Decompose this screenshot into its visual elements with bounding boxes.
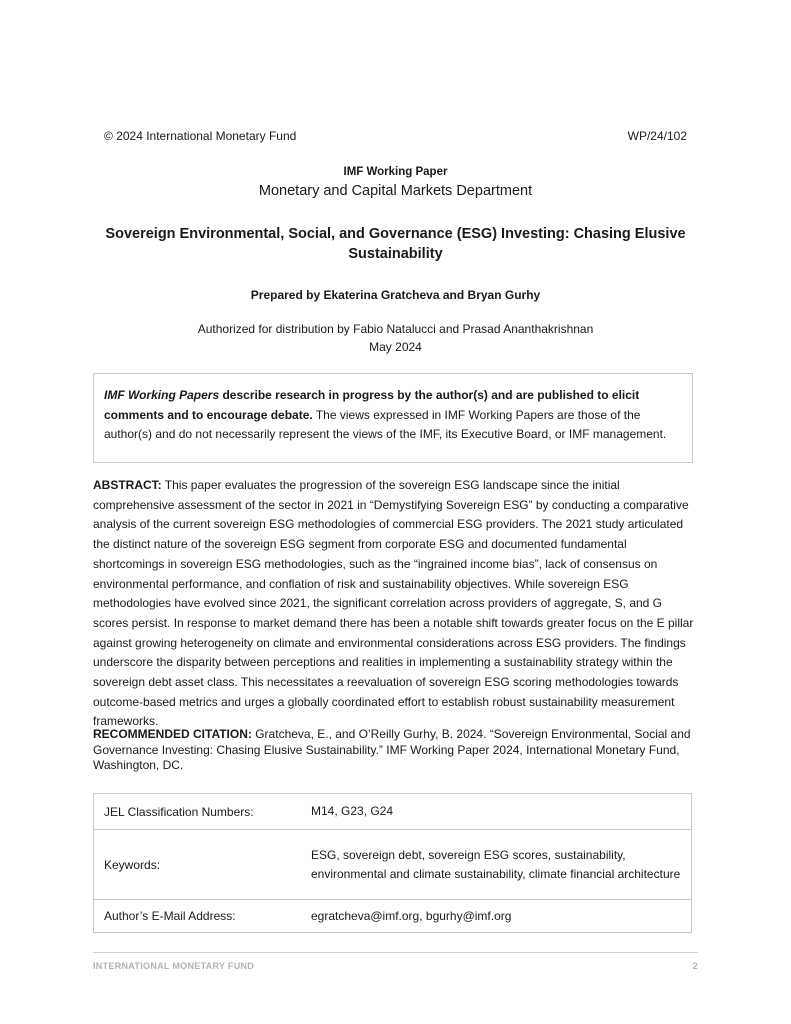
paper-number: WP/24/102 [627,129,687,143]
page-number: 2 [692,961,698,971]
page-footer [93,961,698,971]
notice-series-name: IMF Working Papers [104,388,220,402]
jel-value: M14, G23, G24 [307,794,692,830]
citation-label: RECOMMENDED CITATION: [93,727,252,741]
copyright-text: © 2024 International Monetary Fund [104,129,297,143]
table-row [94,830,692,900]
authorization-block [0,320,791,356]
table-row [94,794,692,830]
abstract-label: ABSTRACT: [93,478,162,492]
publication-date: May 2024 [369,340,422,354]
notice-lead-text: describe research in progress by the author(s) and are published to elicit comments and to encourage debate. [104,388,640,422]
recommended-citation [93,727,698,774]
working-paper-notice [93,373,693,463]
department-name: Monetary and Capital Markets Department [258,183,533,199]
table-row [94,900,692,933]
series-label: IMF Working Paper [343,166,448,178]
classification-table [93,793,692,933]
header-line [104,129,687,143]
email-label: Author’s E-Mail Address: [94,900,308,933]
title-line-2: Sustainability [348,246,443,262]
citation-text: Gratcheva, E., and O’Reilly Gurhy, B. 2024. “Sovereign Environmental, Social and Governance Investing: Chasing Elusive Sustainability.” IMF Working Paper 2024, International Monetary Fund, Washington, DC. [93,727,691,773]
abstract [93,476,698,732]
prepared-by: Prepared by Ekaterina Gratcheva and Bryan Gurhy [250,288,541,302]
title-line-1: Sovereign Environmental, Social, and Governance (ESG) Investing: Chasing Elusive [105,226,686,242]
paper-title [100,224,691,264]
footer-divider [93,952,698,953]
footer-org: INTERNATIONAL MONETARY FUND [93,961,255,971]
keywords-label: Keywords: [94,830,308,900]
keywords-value: ESG, sovereign debt, sovereign ESG scores, sustainability, environmental and climate sustainability, climate financial architecture [307,830,692,900]
notice-body: The views expressed in IMF Working Papers are those of the author(s) and do not necessarily represent the views of the IMF, its Executive Board, or IMF management. [104,407,667,441]
email-value: egratcheva@imf.org, bgurhy@imf.org [307,900,692,933]
jel-label: JEL Classification Numbers: [94,794,308,830]
abstract-text: This paper evaluates the progression of the sovereign ESG landscape since the initial comprehensive assessment of the sector in 2021 in “Demystifying Sovereign ESG” by conducting a comparative analysis of the current sovereign ESG methodologies of commercial ESG providers. The 2021 study articulated the distinct nature of the sovereign ESG segment from corporate ESG and documented fundamental shortcomings in sovereign ESG methodologies, such as the “ingrained income bias”, lack of consensus on environmental performance, and conflation of risk and sustainability objectives. While sovereign ESG methodologies have evolved since 2021, the significant correlation across providers of aggregate, S, and G scores persist. In response to market demand there has been a notable shift towards greater focus on the E pillar against growing heterogeneity on climate and environmental considerations across ESG providers. The findings underscore the disparity between perceptions and realities in implementing a sustainability strategy within the sovereign debt asset class. This necessitates a reevaluation of sovereign ESG scoring methodologies towards outcome-based metrics and urges a globally coordinated effort to establish robust sustainability measurement frameworks. [93,478,694,729]
authorized-by: Authorized for distribution by Fabio Natalucci and Prasad Ananthakrishnan [197,322,594,336]
